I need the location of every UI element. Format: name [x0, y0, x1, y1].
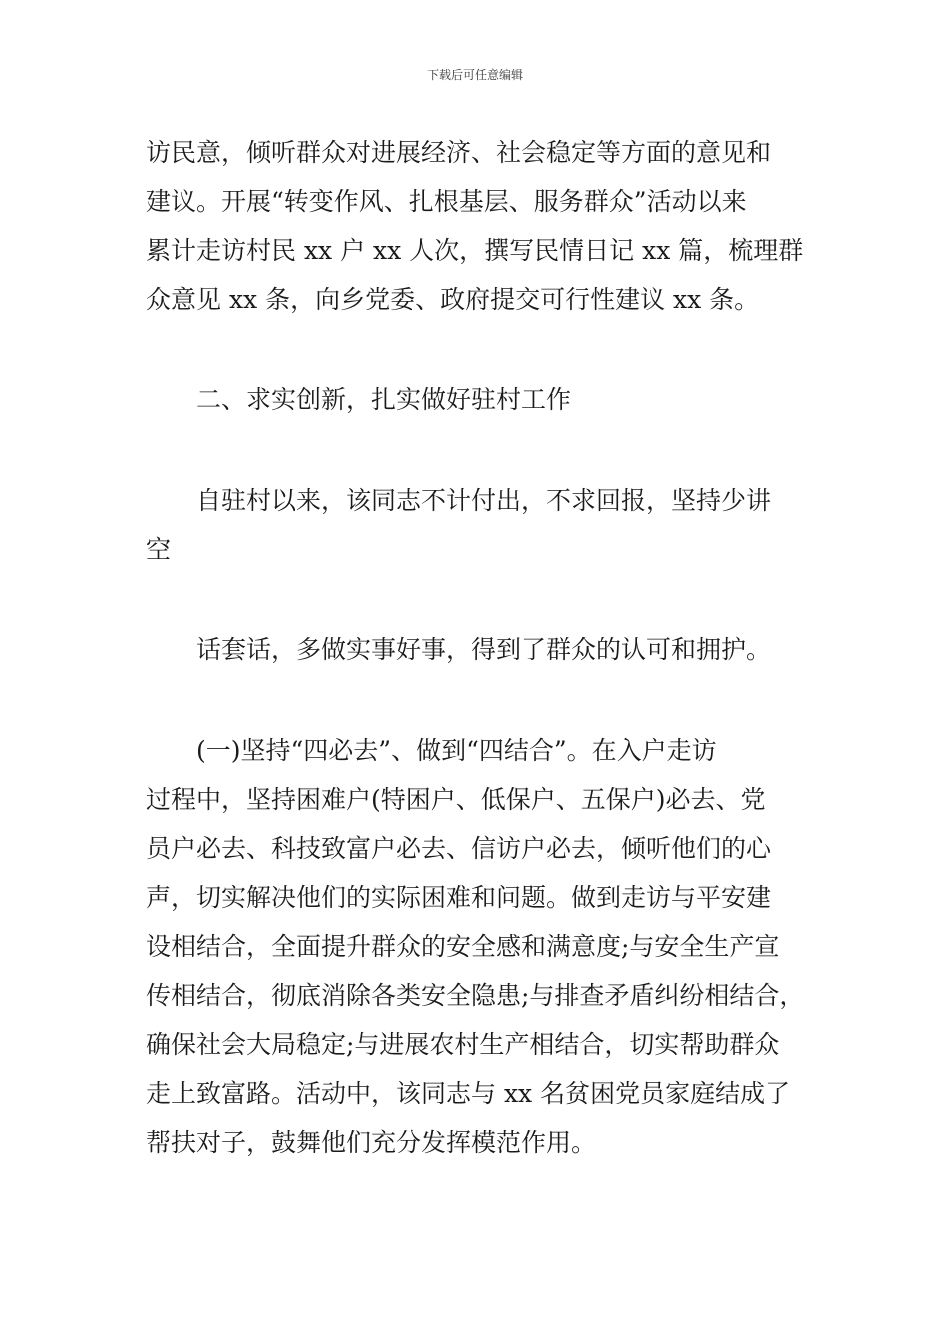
text-line: 设相结合，全面提升群众的安全感和满意度;与安全生产宣	[146, 932, 780, 961]
text-line: 声，切实解决他们的实际困难和问题。做到走访与平安建	[146, 883, 772, 912]
text-line: 访民意，倾听群众对进展经济、社会稳定等方面的意见和	[146, 138, 772, 167]
text-line: 确保社会大局稳定;与进展农村生产相结合，切实帮助群众	[146, 1030, 780, 1059]
text-line: 空	[146, 535, 172, 564]
text-line: 过程中，坚持困难户(特困户、低保户、五保户)必去、党	[146, 785, 766, 814]
text-line: 建议。开展“转变作风、扎根基层、服务群众”活动以来	[146, 187, 747, 216]
paragraph-1	[146, 128, 816, 324]
text-line: 传相结合，彻底消除各类安全隐患;与排查矛盾纠纷相结合，	[146, 981, 805, 1010]
page-header: 下载后可任意编辑	[426, 68, 523, 82]
section-heading	[146, 375, 816, 424]
paragraph-2	[146, 476, 816, 574]
paragraph-4	[146, 726, 816, 1167]
text-line: 自驻村以来，该同志不计付出，不求回报，坚持少讲	[196, 486, 772, 515]
paragraph-3	[146, 625, 816, 674]
text-line: (一)坚持“四必去”、做到“四结合”。在入户走访	[196, 736, 717, 765]
text-line: 话套话，多做实事好事，得到了群众的认可和拥护。	[196, 635, 772, 664]
text-line: 员户必去、科技致富户必去、信访户必去，倾听他们的心	[146, 834, 772, 863]
text-line: 走上致富路。活动中，该同志与 xx 名贫困党员家庭结成了	[146, 1079, 791, 1108]
heading-text: 二、求实创新，扎实做好驻村工作	[196, 385, 572, 414]
text-line: 帮扶对子，鼓舞他们充分发挥模范作用。	[146, 1128, 597, 1157]
text-line: 众意见 xx 条，向乡党委、政府提交可行性建议 xx 条。	[146, 285, 760, 314]
text-line: 累计走访村民 xx 户 xx 人次，撰写民情日记 xx 篇，梳理群	[146, 236, 804, 265]
